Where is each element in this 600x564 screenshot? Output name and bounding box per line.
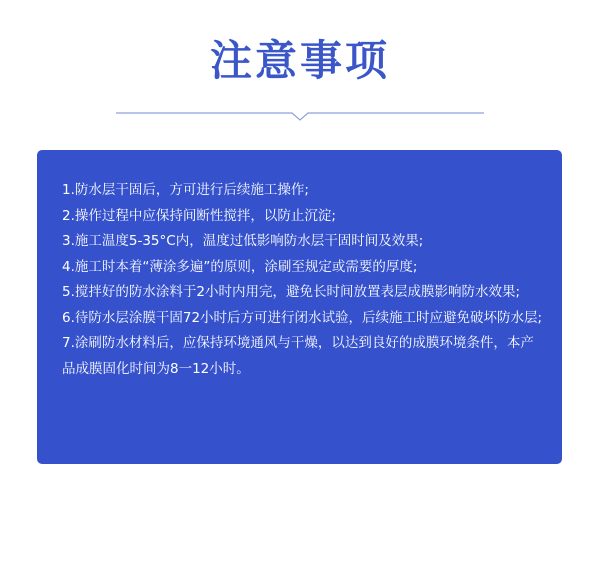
- page-title: 注意事项: [209, 36, 390, 85]
- note-item-1: 1.防水层干固后，方可进行后续施工操作;: [62, 182, 309, 198]
- note-item-6: 6.待防水层涂膜干固72小时后方可进行闭水试验，后续施工时应避免破坏防水层;: [62, 309, 543, 326]
- note-item-2: 2.操作过程中应保持间断性搅拌，以防止沉淀;: [62, 207, 336, 224]
- note-item-3: 3.施工温度5-35°C内，温度过低影响防水层干固时间及效果;: [62, 233, 424, 249]
- note-item-4: 4.施工时本着“薄涂多遍”的原则，涂刷至规定或需要的厚度;: [62, 258, 418, 275]
- note-item-7: 7.涂刷防水材料后，应保持环境通风与干燥，以达到良好的成膜环境条件，本产品成膜固化时间为8一12小时。: [62, 335, 534, 377]
- notes-panel: [37, 150, 562, 464]
- notes-list: [62, 178, 546, 382]
- note-item-5: 5.搅拌好的防水涂料于2小时内用完，避免长时间放置表层成膜影响防水效果;: [62, 284, 521, 300]
- title-divider: [116, 112, 484, 122]
